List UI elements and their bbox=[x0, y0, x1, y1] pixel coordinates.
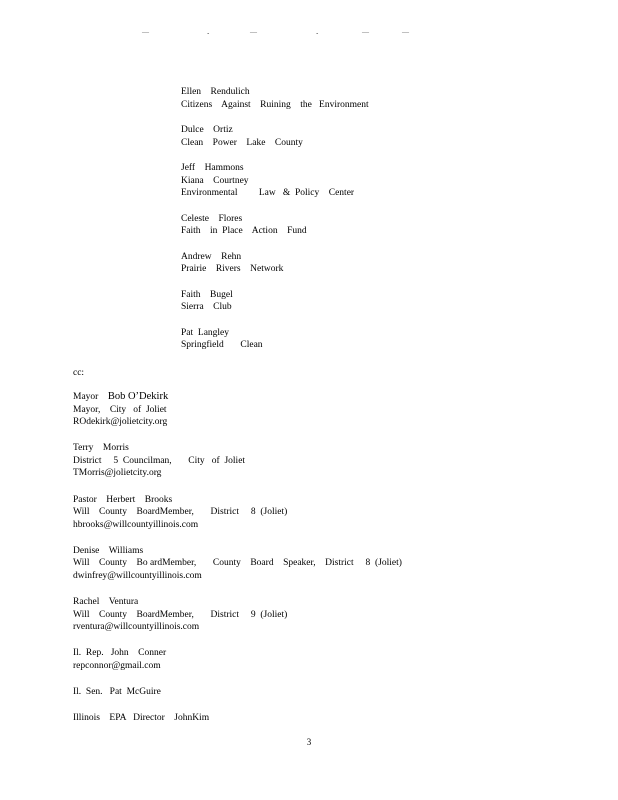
header-mark: — bbox=[142, 28, 148, 36]
signatory-name: Pat Langley bbox=[181, 327, 230, 338]
signatory-name: Kiana Courtney bbox=[181, 175, 249, 186]
recipient-email: dwinfrey@willcountyillinois.com bbox=[73, 571, 202, 582]
signatory-organization: Sierra Club bbox=[181, 302, 232, 312]
signatory-name: Dulce Ortiz bbox=[181, 125, 233, 135]
header-marks bbox=[0, 28, 618, 36]
signatory-organization: Clean Power Lake County bbox=[181, 137, 303, 148]
signatory-organization: Faith in Place Action Fund bbox=[181, 226, 307, 236]
recipient-email: TMorris@jolietcity.org bbox=[73, 468, 162, 479]
signatory-name: Faith Bugel bbox=[181, 289, 233, 300]
recipient-email: hbrooks@willcountyillinois.com bbox=[73, 519, 199, 530]
header-mark: .. bbox=[316, 28, 318, 36]
recipient-name: Il. Sen. Pat McGuire bbox=[73, 687, 161, 698]
page-number: 3 bbox=[306, 737, 312, 747]
signatory bbox=[181, 327, 481, 352]
recipient-name: Pastor Herbert Brooks bbox=[73, 494, 173, 505]
signatory bbox=[181, 162, 481, 200]
header-mark: — bbox=[362, 28, 368, 36]
cc-recipient bbox=[73, 442, 573, 480]
recipient-email: rventura@willcountyillinois.com bbox=[73, 622, 200, 633]
cc-label: cc: bbox=[73, 368, 85, 378]
signatory-name: Jeff Hammons bbox=[181, 163, 244, 173]
recipient-name-prefix: Mayor bbox=[73, 392, 108, 402]
signatory-name: Andrew Rehn bbox=[181, 251, 242, 262]
cc-recipient bbox=[73, 647, 573, 672]
signatory bbox=[181, 124, 481, 149]
recipient-name: Rachel Ventura bbox=[73, 597, 139, 608]
recipient-title: Will County Bo ardMember, County Board Speaker, District 8 (Joliet) bbox=[73, 558, 402, 569]
recipient-email: repconnor@gmail.com bbox=[73, 661, 161, 671]
signatory-name: Ellen Rendulich bbox=[181, 87, 250, 97]
signatory-name: Celeste Flores bbox=[181, 213, 243, 224]
recipient-title: Will County BoardMember, District 8 (Joliet) bbox=[73, 507, 288, 518]
recipient-name-main: Bob O’Dekirk bbox=[107, 391, 169, 402]
cc-recipient-list bbox=[73, 391, 573, 738]
signatory bbox=[181, 213, 481, 238]
signatory-organization: Citizens Against Ruining the Environment bbox=[181, 99, 369, 110]
signatory bbox=[181, 86, 481, 111]
cc-recipient bbox=[73, 545, 573, 583]
signatory bbox=[181, 289, 481, 314]
signatory-organization: Springfield Clean bbox=[181, 340, 263, 350]
signatory-organization: Prairie Rivers Network bbox=[181, 264, 284, 274]
cc-recipient bbox=[73, 494, 573, 532]
recipient-name: Denise Williams bbox=[73, 545, 144, 556]
cc-recipient bbox=[73, 712, 573, 725]
signatory bbox=[181, 251, 481, 276]
recipient-title: Will County BoardMember, District 9 (Joliet) bbox=[73, 609, 288, 620]
header-mark: .. bbox=[207, 28, 209, 36]
cc-recipient bbox=[73, 391, 573, 429]
signatory-list bbox=[181, 86, 481, 365]
header-mark: — bbox=[250, 28, 256, 36]
recipient-name: Il. Rep. John Conner bbox=[73, 648, 167, 659]
recipient-name: Terry Morris bbox=[73, 443, 129, 454]
cc-recipient bbox=[73, 686, 573, 699]
recipient-name: Illinois EPA Director JohnKim bbox=[73, 713, 210, 724]
recipient-title: District 5 Councilman, City of Joliet bbox=[73, 455, 246, 466]
recipient-name bbox=[73, 391, 573, 404]
recipient-email: ROdekirk@jolietcity.org bbox=[73, 417, 168, 428]
recipient-title: Mayor, City of Joliet bbox=[73, 404, 167, 415]
signatory-organization: Environmental Law & Policy Center bbox=[181, 188, 355, 198]
header-mark: — bbox=[402, 28, 408, 36]
cc-recipient bbox=[73, 596, 573, 634]
